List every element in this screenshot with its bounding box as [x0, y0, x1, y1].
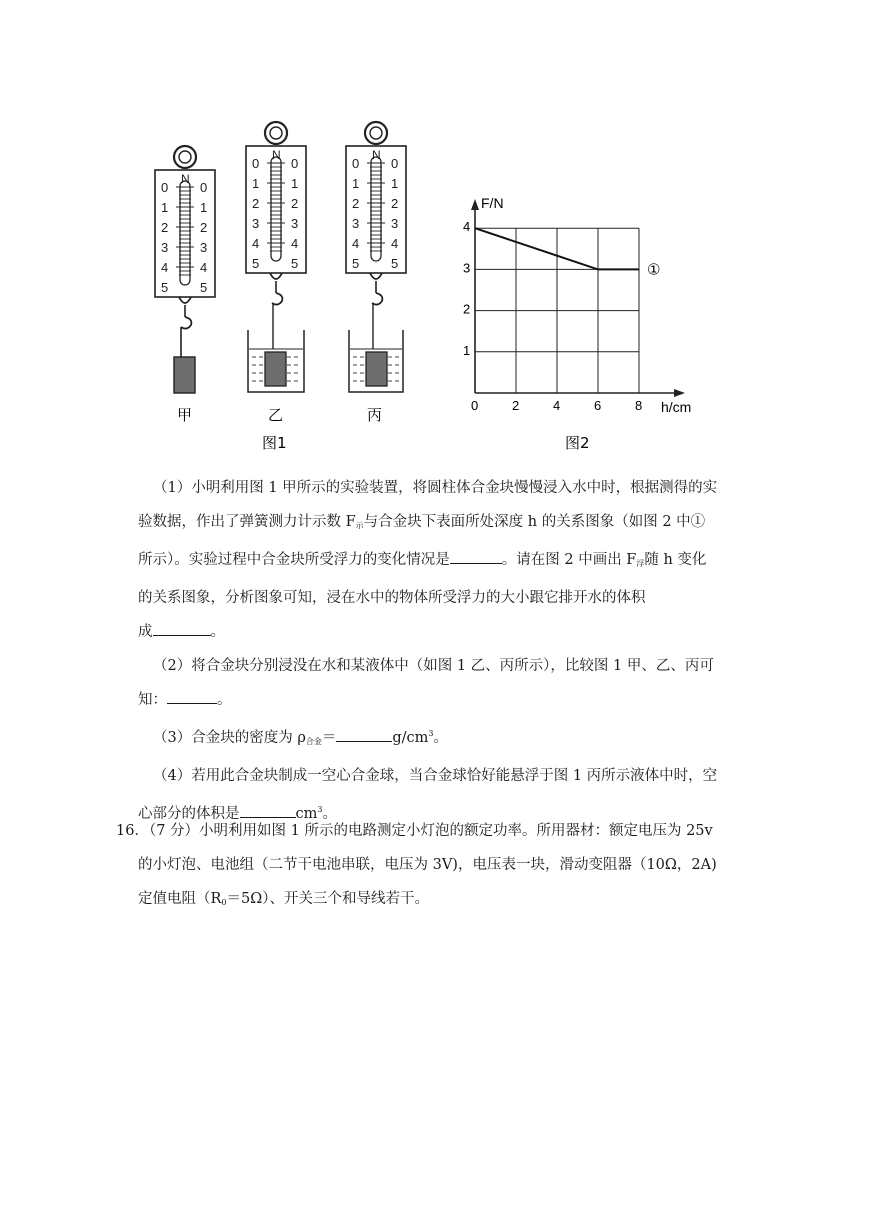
scale-mark-right: 4 — [391, 236, 399, 251]
y-axis-label: F/N — [481, 195, 504, 211]
y-tick-label: 1 — [463, 342, 471, 358]
scale-mark-left: 2 — [161, 220, 169, 235]
q16-line1: 16．（7 分）小明利用如图 1 所示的电路测定小灯泡的额定功率。所用器材：额定电压为 25v — [116, 823, 713, 839]
series-marker-label: ① — [647, 260, 661, 279]
scale-mark-left: 0 — [352, 156, 360, 171]
label-bing: 丙 — [367, 406, 383, 424]
y-tick-label: 3 — [463, 260, 471, 276]
q4-line2: 心部分的体积是 $cm^3$。 — [138, 793, 758, 831]
scale-mark-left: 4 — [161, 260, 169, 275]
x-tick-label: 8 — [635, 398, 643, 413]
answer-blank-conclusion[interactable] — [167, 687, 217, 704]
scale-mark-right: 3 — [391, 216, 399, 231]
scale-mark-left: 5 — [252, 256, 260, 271]
scale-mark-right: 2 — [391, 196, 399, 211]
x-axis-arrow — [674, 389, 685, 397]
scale-mark-left: 3 — [352, 216, 360, 231]
q1-line3: 所示）。实验过程中合金块所受浮力的变化情况是 。请在图 2 中画出 F浮随 h 变化 — [138, 543, 758, 581]
y-tick-label: 2 — [463, 301, 471, 317]
question-15-parts — [138, 471, 758, 831]
scale-mark-right: 1 — [291, 176, 299, 191]
alloy-block-jia — [174, 357, 195, 393]
scale-mark-right: 4 — [291, 236, 299, 251]
scale-mark-left: 2 — [352, 196, 360, 211]
q4-line1: （4）若用此合金块制成一空心合金球，当合金球恰好能悬浮于图 1 丙所示液体中时，空 — [153, 768, 718, 784]
scale-mark-left: 0 — [161, 180, 169, 195]
force-depth-chart — [463, 195, 691, 415]
scale-mark-left: 4 — [352, 236, 360, 251]
scale-mark-right: 5 — [291, 256, 299, 271]
answer-blank-buoyancy-change[interactable] — [450, 547, 502, 564]
scale-mark-right: 1 — [391, 176, 399, 191]
scale-mark-left: 3 — [161, 240, 169, 255]
scale-unit-jia: N — [181, 172, 190, 186]
scale-mark-right: 5 — [200, 280, 208, 295]
scale-mark-right: 2 — [200, 220, 208, 235]
scale-mark-right: 0 — [391, 156, 399, 171]
x-tick-label: 4 — [553, 398, 561, 413]
figure1-caption: 图1 — [262, 434, 287, 452]
scale-mark-right: 4 — [200, 260, 208, 275]
alloy-block-yi — [265, 352, 286, 386]
scale-unit-yi: N — [272, 148, 281, 162]
q3-line: （3）合金块的密度为 ρ合金＝ $g/cm^3$。 — [138, 717, 758, 759]
x-axis-label: h/cm — [661, 399, 692, 415]
question-16 — [116, 814, 766, 920]
figure2-caption: 图2 — [565, 434, 590, 452]
figure-area — [0, 0, 869, 470]
q16-line2: 的小灯泡、电池组（二节干电池串联，电压为 3V)，电压表一块，滑动变阻器（10Ω，2A) — [138, 857, 717, 873]
scale-mark-right: 1 — [200, 200, 208, 215]
y-tick-label: 4 — [463, 219, 471, 235]
scale-mark-left: 0 — [252, 156, 260, 171]
scale-mark-left: 1 — [352, 176, 360, 191]
scale-mark-left: 5 — [161, 280, 169, 295]
q1-line2: 验数据，作出了弹簧测力计示数 F示与合金块下表面所处深度 h 的关系图象（如图 2 中① — [138, 514, 706, 530]
label-jia: 甲 — [177, 406, 193, 424]
label-yi: 乙 — [268, 406, 284, 424]
answer-blank-proportional[interactable] — [153, 619, 211, 636]
scale-unit-bing: N — [372, 148, 381, 162]
scale-mark-right: 0 — [200, 180, 208, 195]
q2-line1: （2）将合金块分别浸没在水和某液体中（如图 1 乙、丙所示），比较图 1 甲、乙、丙可 — [153, 658, 714, 674]
x-tick-label: 6 — [594, 398, 602, 413]
scale-mark-left: 5 — [352, 256, 360, 271]
alloy-block-bing — [366, 352, 387, 386]
scale-mark-right: 3 — [291, 216, 299, 231]
scale-mark-left: 4 — [252, 236, 260, 251]
q2-line2: 知： 。 — [138, 683, 758, 717]
scale-mark-left: 3 — [252, 216, 260, 231]
scale-mark-right: 0 — [291, 156, 299, 171]
q1-line1: （1）小明利用图 1 甲所示的实验装置，将圆柱体合金块慢慢浸入水中时，根据测得的实 — [153, 480, 718, 496]
scale-mark-left: 1 — [252, 176, 260, 191]
scale-mark-right: 2 — [291, 196, 299, 211]
scale-mark-right: 3 — [200, 240, 208, 255]
x-tick-label: 2 — [512, 398, 520, 413]
q1-line5: 成 。 — [138, 615, 758, 649]
scale-mark-right: 5 — [391, 256, 399, 271]
q16-line3: 定值电阻（R0＝5Ω）、开关三个和导线若干。 — [138, 891, 430, 907]
scale-mark-left: 2 — [252, 196, 260, 211]
x-tick-label: 0 — [471, 398, 479, 413]
answer-blank-density[interactable] — [336, 725, 392, 742]
y-axis-arrow — [471, 199, 479, 210]
scale-mark-left: 1 — [161, 200, 169, 215]
q1-line4: 的关系图象，分析图象可知，浸在水中的物体所受浮力的大小跟它排开水的体积 — [138, 590, 646, 606]
